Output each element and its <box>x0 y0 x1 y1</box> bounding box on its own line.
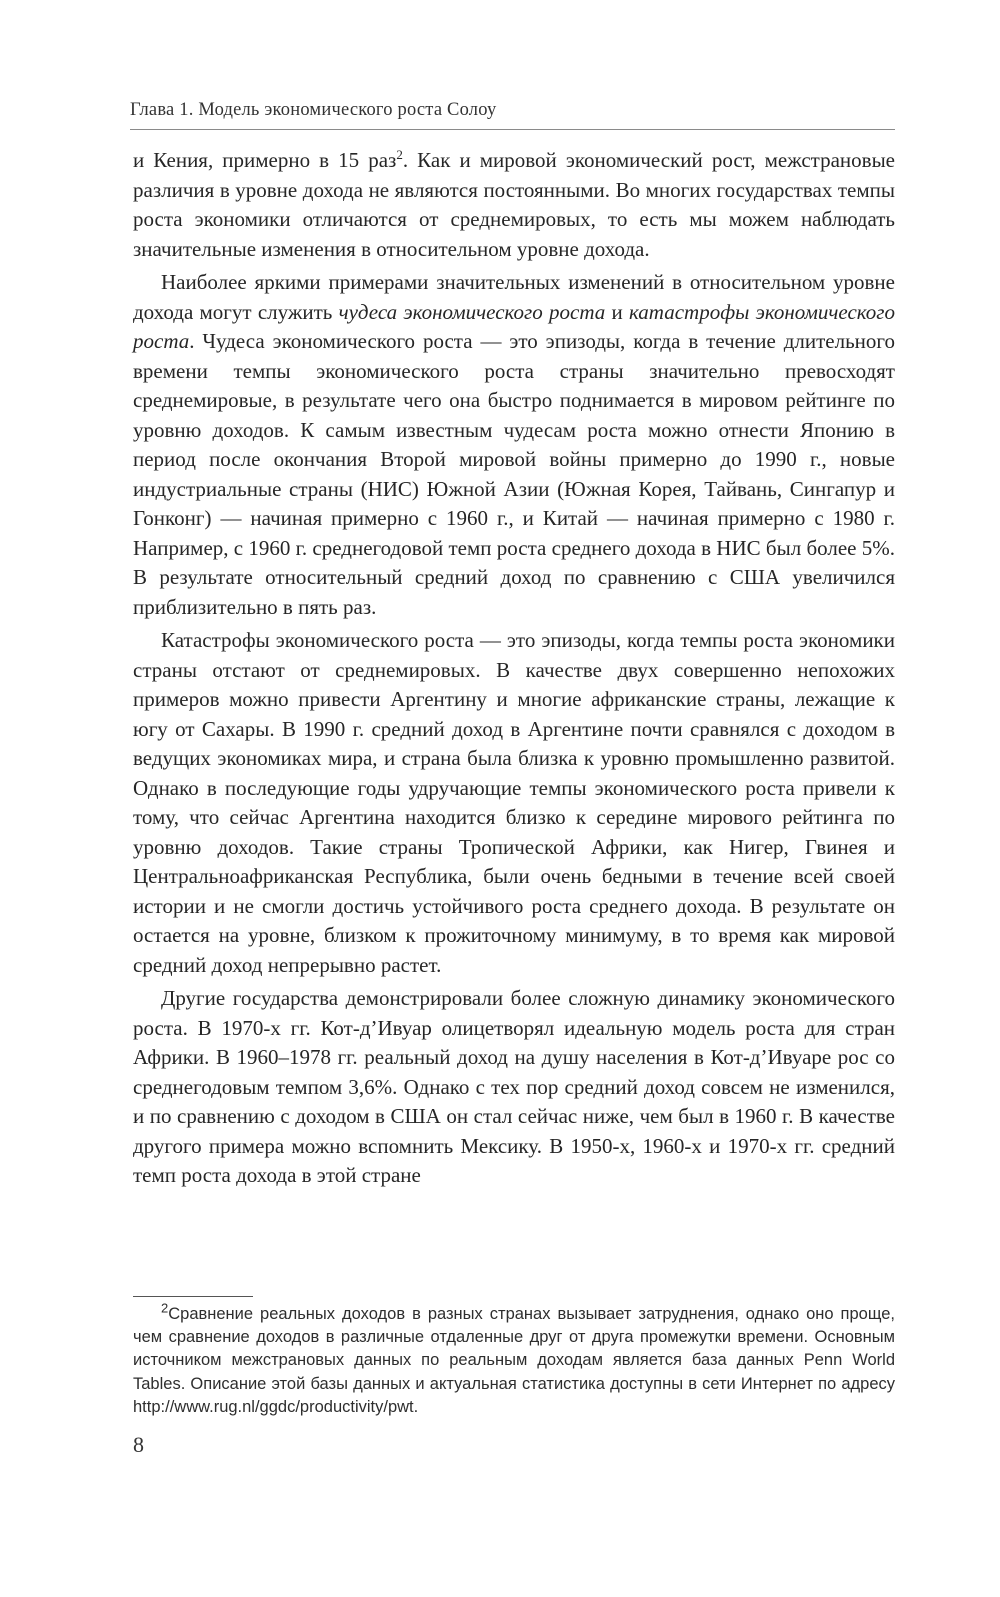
paragraph-2-text-c: . Чудеса экономического роста — это эпизоды, когда в течение длительного времени темпы экономического роста страны значительно превосходят среднемировые, в результате чего она быстро поднимается в мировом рейтинге по уровню доходов. К самым известным чудесам роста можно отнести Японию в период после окончания Второй мировой войны примерно до 1990 г., новые индустриальные страны (НИС) Южной Азии (Южная Корея, Тайвань, Сингапур и Гонконг) — начиная примерно с 1960 г., и Китай — начиная примерно с 1980 г. Например, с 1960 г. среднегодовой темп роста среднего дохода в НИС был более 5%. В результате относительный средний доход по сравнению с США увеличился приблизительно в пять раз. <box>133 329 895 619</box>
paragraph-3: Катастрофы экономического роста — это эпизоды, когда темпы роста экономики страны отстают от среднемировых. В качестве двух совершенно непохожих примеров можно привести Аргентину и многие африканские страны, лежащие к югу от Сахары. В 1990 г. средний доход в Аргентине почти сравнялся с доходом в ведущих экономиках мира, и страна была близка к уровню промышленно развитой. Однако в последующие годы удручающие темпы экономического роста привели к тому, что сейчас Аргентина находится близко к середине мирового рейтинга по уровню доходов. Такие страны Тропической Африки, как Нигер, Гвинея и Центральноафриканская Республика, были очень бедными в течение всей своей истории и не смогли достичь устойчивого роста среднего дохода. В результате он остается на уровне, близком к прожиточному минимуму, в то время как мировой средний доход непрерывно растет. <box>133 628 895 977</box>
footnote-divider <box>133 1296 253 1297</box>
paragraph-4: Другие государства демонстрировали более сложную динамику экономического роста. В 1970-х гг. Кот-д’Ивуар олицетворял идеальную модель роста для стран Африки. В 1960–1978 гг. реальный доход на душу населения в Кот-д’Ивуаре рос со среднегодовым темпом 3,6%. Однако с тех пор средний доход совсем не изменился, и по сравнению с доходом в США он стал сейчас ниже, чем был в 1960 г. В качестве другого примера можно вспомнить Мексику. В 1950-х, 1960-х и 1970-х гг. средний темп роста дохода в этой стране <box>133 986 895 1187</box>
paragraph-1-text-end: . Как и мировой экономический рост, межстрановые различия в уровне дохода не являются постоянными. Во многих государствах темпы роста экономики отличаются от среднемировых, то есть мы можем наблюдать значительные изменения в относительном уровне дохода. <box>133 148 895 261</box>
paragraph-1-text-start: и Кения, примерно в 15 раз <box>133 148 397 172</box>
footnote-marker: 2 <box>161 1300 169 1316</box>
paragraph-2-text-b: и <box>605 299 629 324</box>
body-text <box>133 146 895 1191</box>
footnote <box>133 1300 895 1419</box>
paragraph-1 <box>133 146 895 264</box>
paragraph-2 <box>133 268 895 622</box>
footnote-text: Сравнение реальных доходов в разных странах вызывает затруднения, однако оно проще, чем сравнение доходов в различные отдаленные друг от друга промежутки времени. Основным источником межстрановых данных по реальным доходам является база данных Penn World Tables. Описание этой базы данных и актуальная статистика доступны в сети Интернет по адресу http://www.rug.nl/ggdc/productivity/pwt. <box>133 1305 895 1416</box>
running-head: Глава 1. Модель экономического роста Солоу <box>130 100 895 130</box>
footnote-reference: 2 <box>396 147 403 162</box>
paragraph-2-text-a: Наиболее яркими примерами значительных изменений в относительном уровне дохода могут служить <box>133 270 895 324</box>
page-number: 8 <box>133 1432 144 1457</box>
italic-term-disasters: катастрофы экономического роста <box>133 299 895 353</box>
italic-term-miracles: чудеса экономического роста <box>338 299 606 324</box>
